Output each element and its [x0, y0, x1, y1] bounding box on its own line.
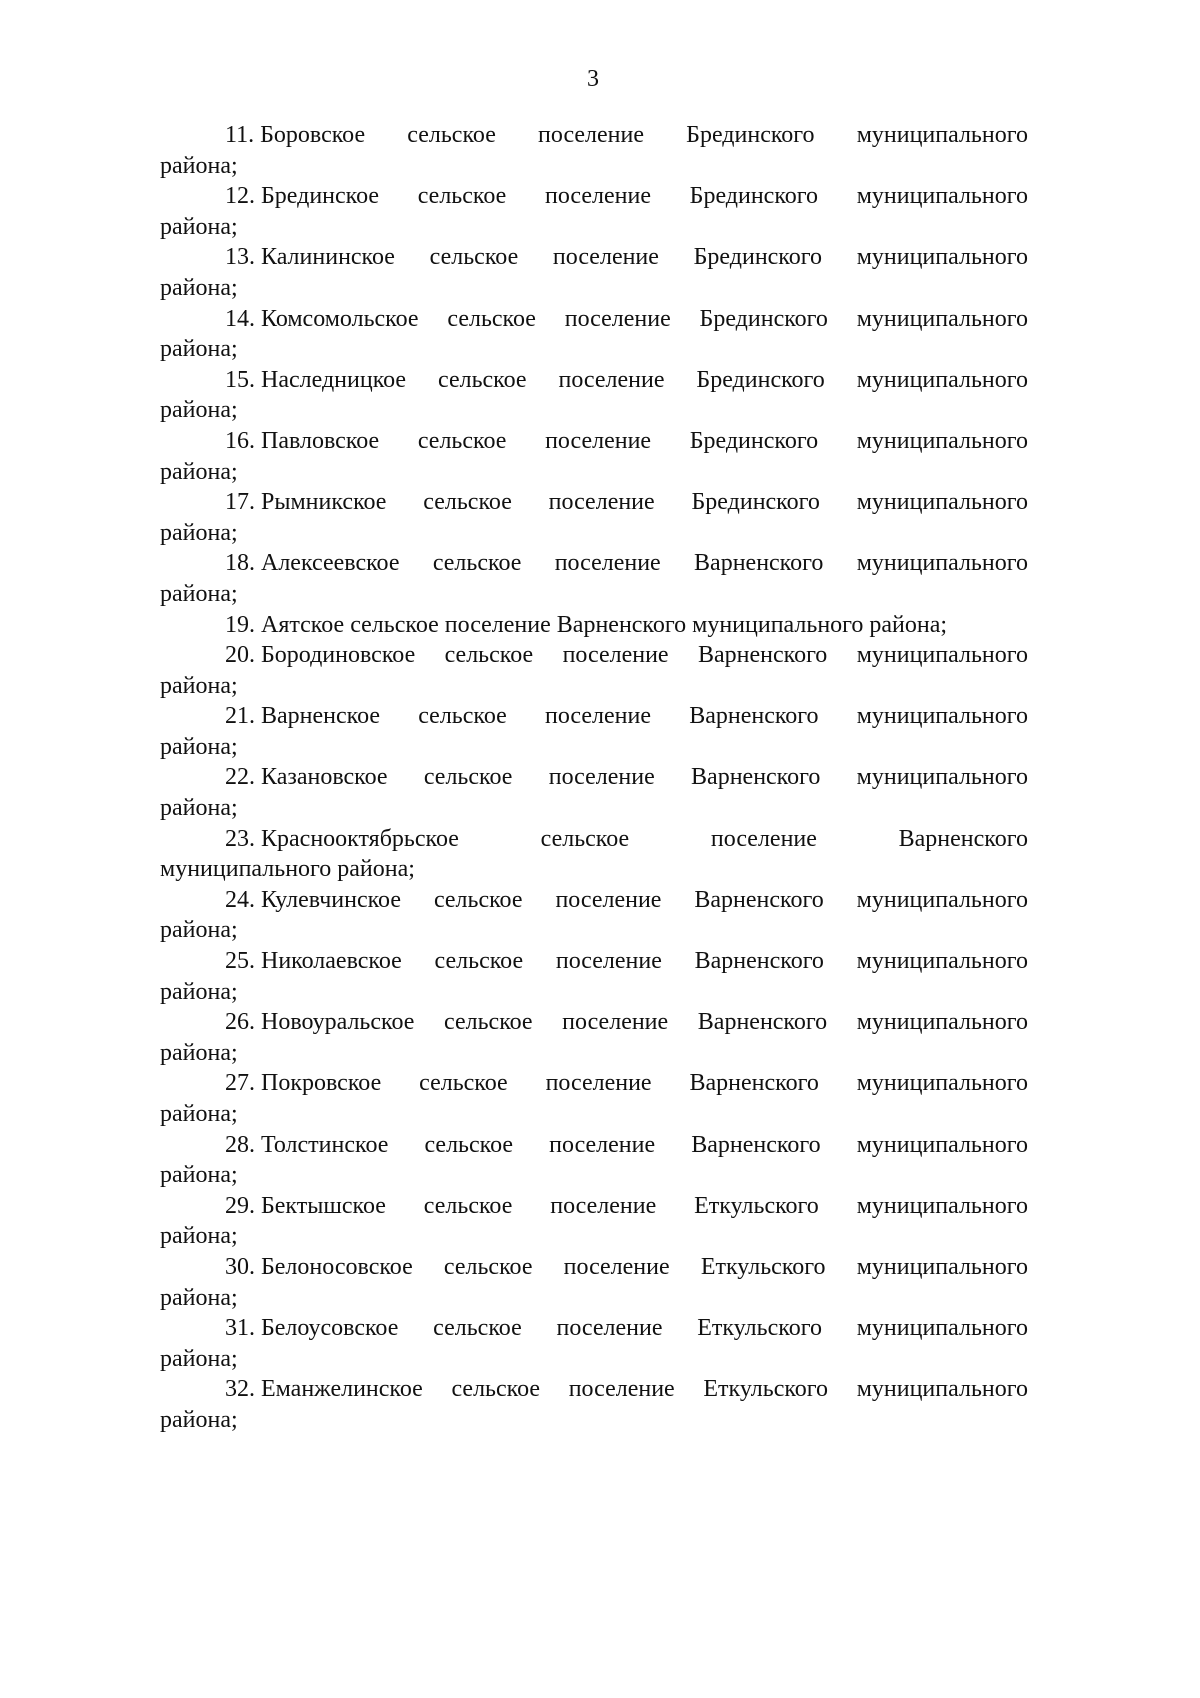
list-item-first-line — [160, 946, 1028, 977]
item-number: 21. — [225, 703, 255, 730]
item-first-word: 25. Николаевское — [225, 948, 402, 975]
item-number: 13. — [225, 244, 255, 271]
item-number: 25. — [225, 948, 255, 975]
list-item — [160, 610, 1028, 641]
list-item — [160, 181, 1028, 242]
item-word: муниципального — [856, 1376, 1028, 1403]
list-item-continuation: района; — [160, 1406, 238, 1433]
list-item-first-line — [160, 487, 1028, 518]
item-word: Варненского — [694, 886, 824, 913]
list-item-first-line — [160, 1191, 1028, 1222]
item-word: Варненского — [697, 1009, 828, 1036]
item-word: поселение — [568, 1376, 675, 1403]
item-number: 14. — [225, 305, 255, 332]
item-word: сельское — [429, 244, 519, 271]
list-item-first-line — [160, 1313, 1028, 1344]
item-word: поселение — [545, 427, 652, 454]
item-number: 23. — [225, 825, 255, 852]
item-word: Еткульского — [700, 1253, 826, 1280]
item-word: сельское — [444, 1009, 533, 1036]
item-word: муниципального — [856, 550, 1028, 577]
list-item-first-line — [160, 1252, 1028, 1283]
list-item — [160, 824, 1028, 885]
list-item-first-line — [160, 120, 1028, 151]
list-item — [160, 426, 1028, 487]
item-word: Варненского — [689, 703, 819, 730]
settlement-list — [160, 120, 1028, 1436]
list-item-continuation: района; — [160, 1284, 238, 1311]
item-word: муниципального — [856, 1315, 1028, 1342]
item-word: поселение — [550, 1192, 657, 1219]
list-item — [160, 242, 1028, 303]
item-word: сельское — [444, 642, 534, 669]
item-number: 17. — [225, 489, 255, 516]
item-first-word: 22. Казановское — [225, 764, 388, 791]
list-item — [160, 365, 1028, 426]
item-word: муниципального — [856, 366, 1028, 393]
item-first-word: 31. Белоусовское — [225, 1315, 399, 1342]
page-number: 3 — [587, 66, 599, 92]
item-number: 28. — [225, 1131, 255, 1158]
item-word: Варненского — [694, 948, 824, 975]
list-item — [160, 1068, 1028, 1129]
item-word: Еткульского — [694, 1192, 819, 1219]
item-word: сельское — [433, 1315, 522, 1342]
item-word: сельское — [451, 1376, 541, 1403]
list-item-continuation: района; — [160, 1162, 238, 1189]
list-item-first-line — [160, 1130, 1028, 1161]
item-word: поселение — [555, 886, 662, 913]
item-word: сельское — [443, 1253, 533, 1280]
item-word: Варненского — [697, 642, 828, 669]
list-item-continuation: района; — [160, 672, 238, 699]
item-word: муниципального — [856, 183, 1028, 210]
item-number: 26. — [225, 1009, 255, 1036]
item-word: муниципального — [856, 244, 1028, 271]
item-word: муниципального — [856, 1070, 1028, 1097]
list-item — [160, 946, 1028, 1007]
list-item — [160, 304, 1028, 365]
item-number: 31. — [225, 1315, 255, 1342]
item-word: сельское — [423, 764, 513, 791]
item-first-word: 15. Наследницкое — [225, 366, 407, 393]
list-item-continuation: муниципального района; — [160, 856, 415, 883]
list-item — [160, 1252, 1028, 1313]
item-number: 16. — [225, 427, 255, 454]
item-word: поселение — [544, 703, 651, 730]
item-number: 11. — [225, 122, 255, 148]
item-word: Брединского — [686, 122, 815, 148]
item-first-word: 18. Алексеевское — [225, 550, 400, 577]
list-item-first-line — [160, 181, 1028, 212]
item-word: Варненского — [898, 825, 1028, 852]
item-word: Варненского — [689, 1070, 819, 1097]
item-word: Варненского — [691, 764, 821, 791]
list-item-first-line — [160, 701, 1028, 732]
item-number: 30. — [225, 1253, 255, 1280]
item-word: поселение — [562, 642, 669, 669]
list-item-continuation: района; — [160, 1345, 238, 1372]
item-number: 29. — [225, 1192, 255, 1219]
item-word: Брединского — [696, 366, 825, 393]
item-word: поселение — [544, 183, 651, 210]
item-first-word: 17. Рымникское — [225, 489, 387, 516]
item-word: Брединского — [699, 305, 828, 332]
item-word: муниципального — [856, 1253, 1028, 1280]
list-item-continuation: района; — [160, 336, 238, 363]
item-word: района; — [869, 611, 948, 638]
item-word: сельское — [350, 611, 439, 638]
item-word: поселение — [444, 611, 551, 638]
list-item-first-line — [160, 1068, 1028, 1099]
item-word: Варненского — [691, 1131, 821, 1158]
item-number: 22. — [225, 764, 255, 791]
item-first-word: 16. Павловское — [225, 427, 380, 454]
item-first-word: 23. Краснооктябрьское — [225, 825, 459, 852]
item-word: поселение — [563, 1253, 670, 1280]
item-word: сельское — [447, 305, 536, 332]
list-item-continuation: района; — [160, 917, 238, 944]
item-word: сельское — [438, 366, 527, 393]
list-item-first-line — [160, 365, 1028, 396]
list-item — [160, 487, 1028, 548]
item-first-word: 13. Калининское — [225, 244, 395, 271]
list-item-continuation: района; — [160, 152, 238, 179]
item-word: поселение — [552, 244, 659, 271]
item-word: сельское — [418, 703, 507, 730]
item-word: поселение — [549, 1131, 656, 1158]
list-item — [160, 1374, 1028, 1435]
item-word: поселение — [548, 764, 655, 791]
list-item-continuation: района; — [160, 795, 238, 822]
item-number: 32. — [225, 1376, 255, 1403]
item-word: поселение — [555, 948, 662, 975]
item-word: муниципального — [856, 427, 1028, 454]
list-item-continuation: района; — [160, 1223, 238, 1250]
list-item-first-line — [160, 640, 1028, 671]
item-word: Брединского — [689, 183, 819, 210]
item-word: Брединского — [689, 427, 819, 454]
item-word: Варненского — [694, 550, 824, 577]
item-word: сельское — [434, 948, 524, 975]
item-word: муниципального — [856, 1009, 1028, 1036]
item-word: сельское — [432, 550, 522, 577]
item-first-word: 30. Белоносовское — [225, 1253, 413, 1280]
item-word: поселение — [554, 550, 661, 577]
item-word: сельское — [417, 427, 507, 454]
list-item — [160, 120, 1028, 181]
list-item-first-line — [160, 1374, 1028, 1405]
item-word: поселение — [558, 366, 665, 393]
list-item-first-line — [160, 762, 1028, 793]
list-item-continuation: района; — [160, 397, 238, 424]
item-word: сельское — [433, 886, 523, 913]
item-word: муниципального — [856, 1131, 1028, 1158]
item-word: муниципального — [856, 764, 1028, 791]
item-word: Брединского — [691, 489, 820, 516]
item-first-word: 20. Бородиновское — [225, 642, 416, 669]
item-word: поселение — [538, 122, 645, 148]
item-number: 15. — [225, 366, 255, 393]
list-item-first-line — [160, 610, 1028, 641]
item-word: муниципального — [856, 886, 1028, 913]
list-item-first-line — [160, 242, 1028, 273]
list-item-continuation: района; — [160, 274, 238, 301]
list-item-first-line — [160, 548, 1028, 579]
list-item-first-line — [160, 1007, 1028, 1038]
item-first-word: 14. Комсомольское — [225, 305, 419, 332]
list-item-first-line — [160, 304, 1028, 335]
list-item-continuation: района; — [160, 1039, 238, 1066]
list-item-first-line — [160, 885, 1028, 916]
list-item — [160, 1313, 1028, 1374]
item-first-word: 32. Еманжелинское — [225, 1376, 423, 1403]
item-first-word: 28. Толстинское — [225, 1131, 389, 1158]
list-item — [160, 885, 1028, 946]
item-word: Брединского — [693, 244, 822, 271]
item-first-word: 11. Боровское — [225, 122, 366, 148]
list-item — [160, 548, 1028, 609]
list-item-continuation: района; — [160, 519, 238, 546]
item-word: сельское — [540, 825, 630, 852]
item-word: сельское — [423, 1192, 513, 1219]
list-item — [160, 640, 1028, 701]
list-item — [160, 1130, 1028, 1191]
item-number: 19. — [225, 611, 255, 638]
item-word: поселение — [562, 1009, 669, 1036]
item-first-word: 29. Бектышское — [225, 1192, 386, 1219]
item-first-word: 27. Покровское — [225, 1070, 382, 1097]
list-item — [160, 1007, 1028, 1068]
item-word: поселение — [556, 1315, 663, 1342]
item-word: сельское — [419, 1070, 508, 1097]
list-item-continuation: района; — [160, 458, 238, 485]
item-word: муниципального — [856, 948, 1028, 975]
item-number: 20. — [225, 642, 255, 669]
item-word: муниципального — [856, 703, 1028, 730]
item-number: 27. — [225, 1070, 255, 1097]
item-first-word: 19. Аятское — [225, 611, 345, 638]
item-word: Еткульского — [697, 1315, 822, 1342]
list-item-continuation: района; — [160, 733, 238, 760]
item-first-word: 24. Кулевчинское — [225, 886, 401, 913]
item-word: Варненского — [556, 611, 687, 638]
list-item — [160, 1191, 1028, 1252]
item-word: муниципального — [856, 122, 1028, 148]
list-item — [160, 762, 1028, 823]
item-word: сельское — [417, 183, 507, 210]
item-word: муниципального — [692, 611, 864, 638]
item-word: поселение — [564, 305, 671, 332]
item-word: муниципального — [856, 305, 1028, 332]
item-first-word: 26. Новоуральское — [225, 1009, 415, 1036]
item-word: поселение — [710, 825, 817, 852]
item-word: муниципального — [856, 489, 1028, 516]
list-item-continuation: района; — [160, 1101, 238, 1127]
item-word: муниципального — [856, 642, 1028, 669]
item-word: сельское — [423, 489, 512, 516]
item-word: Еткульского — [703, 1376, 829, 1403]
item-number: 18. — [225, 550, 255, 577]
item-number: 12. — [225, 183, 255, 210]
item-word: муниципального — [856, 1192, 1028, 1219]
item-word: поселение — [548, 489, 655, 516]
list-item-continuation: района; — [160, 213, 238, 240]
item-word: сельское — [424, 1131, 514, 1158]
item-number: 24. — [225, 886, 255, 913]
list-item-continuation: района; — [160, 978, 238, 1005]
list-item-continuation: района; — [160, 580, 238, 607]
item-word: поселение — [545, 1070, 652, 1097]
list-item-first-line — [160, 824, 1028, 855]
list-item-first-line — [160, 426, 1028, 457]
item-first-word: 21. Варненское — [225, 703, 381, 730]
item-word: сельское — [407, 122, 496, 148]
list-item — [160, 701, 1028, 762]
item-first-word: 12. Брединское — [225, 183, 380, 210]
